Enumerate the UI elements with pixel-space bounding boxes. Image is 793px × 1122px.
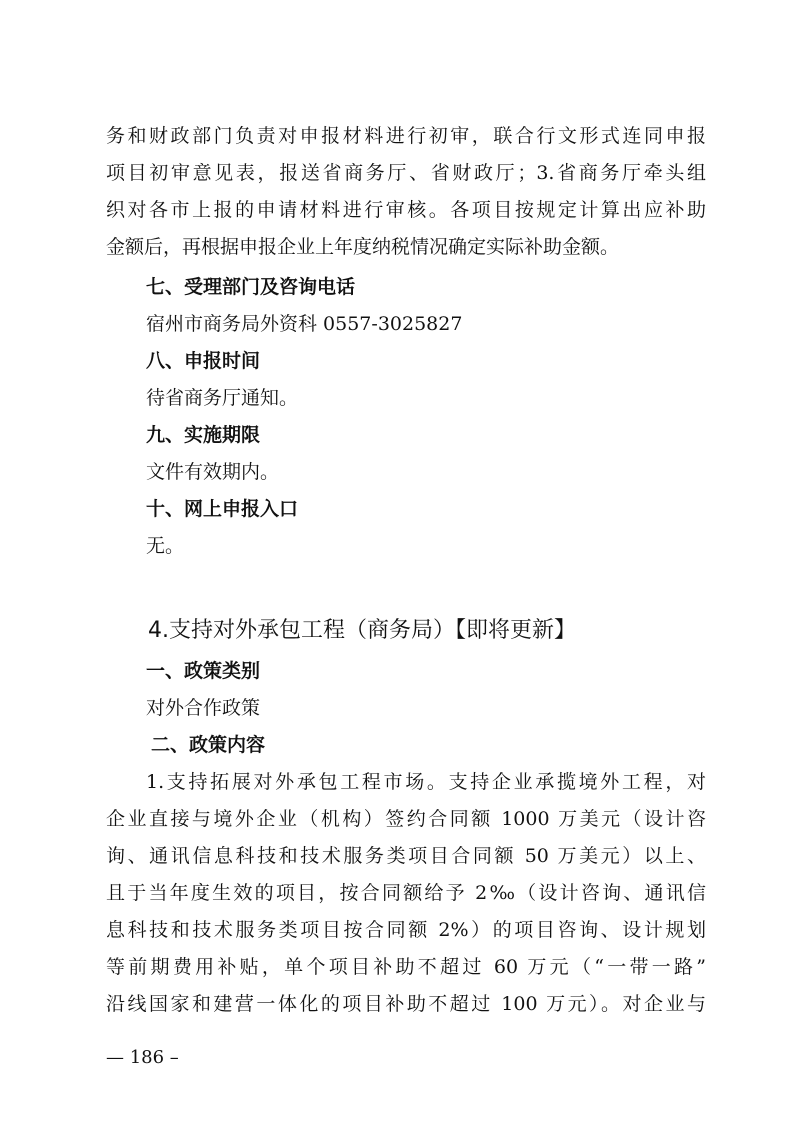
page-number: — 186 –	[106, 1047, 179, 1068]
paragraph-line: 织对各市上报的申请材料进行审核。各项目按规定计算出应补助	[106, 199, 706, 221]
section-body: 宿州市商务局外资科 0557-3025827	[146, 313, 463, 335]
paragraph-line: 项目初审意见表，报送省商务厅、省财政厅；3.省商务厅牵头组	[106, 162, 706, 184]
section-body: 待省商务厅通知。	[146, 387, 299, 409]
paragraph-line: 金额后，再根据申报企业上年度纳税情况确定实际补助金额。	[106, 236, 620, 258]
section-heading: 七、受理部门及咨询电话	[146, 276, 356, 298]
section-body: 对外合作政策	[146, 697, 261, 719]
section-heading: 八、申报时间	[146, 350, 261, 372]
paragraph-line: 且于当年度生效的项目，按合同额给予 2‰（设计咨询、通讯信	[106, 882, 706, 904]
section-heading: 十、网上申报入口	[146, 498, 299, 520]
policy-title: 4.支持对外承包工程（商务局）【即将更新】	[148, 618, 576, 643]
section-heading: 二、政策内容	[151, 734, 266, 756]
paragraph-line: 息科技和技术服务类项目按合同额 2%）的项目咨询、设计规划	[106, 919, 706, 941]
paragraph-line: 务和财政部门负责对申报材料进行初审，联合行文形式连同申报	[106, 125, 706, 147]
section-heading: 九、实施期限	[146, 424, 261, 446]
paragraph-line: 询、通讯信息科技和技术服务类项目合同额 50 万美元）以上、	[106, 845, 706, 867]
paragraph-line: 沿线国家和建营一体化的项目补助不超过 100 万元）。对企业与	[106, 993, 706, 1015]
section-body: 无。	[146, 535, 185, 557]
section-body: 文件有效期内。	[146, 461, 280, 483]
paragraph-line: 等前期费用补贴，单个项目补助不超过 60 万元（“一带一路”	[106, 956, 706, 978]
paragraph-line: 企业直接与境外企业（机构）签约合同额 1000 万美元（设计咨	[106, 808, 706, 830]
paragraph-line: 1.支持拓展对外承包工程市场。支持企业承揽境外工程，对	[146, 771, 706, 793]
section-heading: 一、政策类别	[146, 660, 261, 682]
